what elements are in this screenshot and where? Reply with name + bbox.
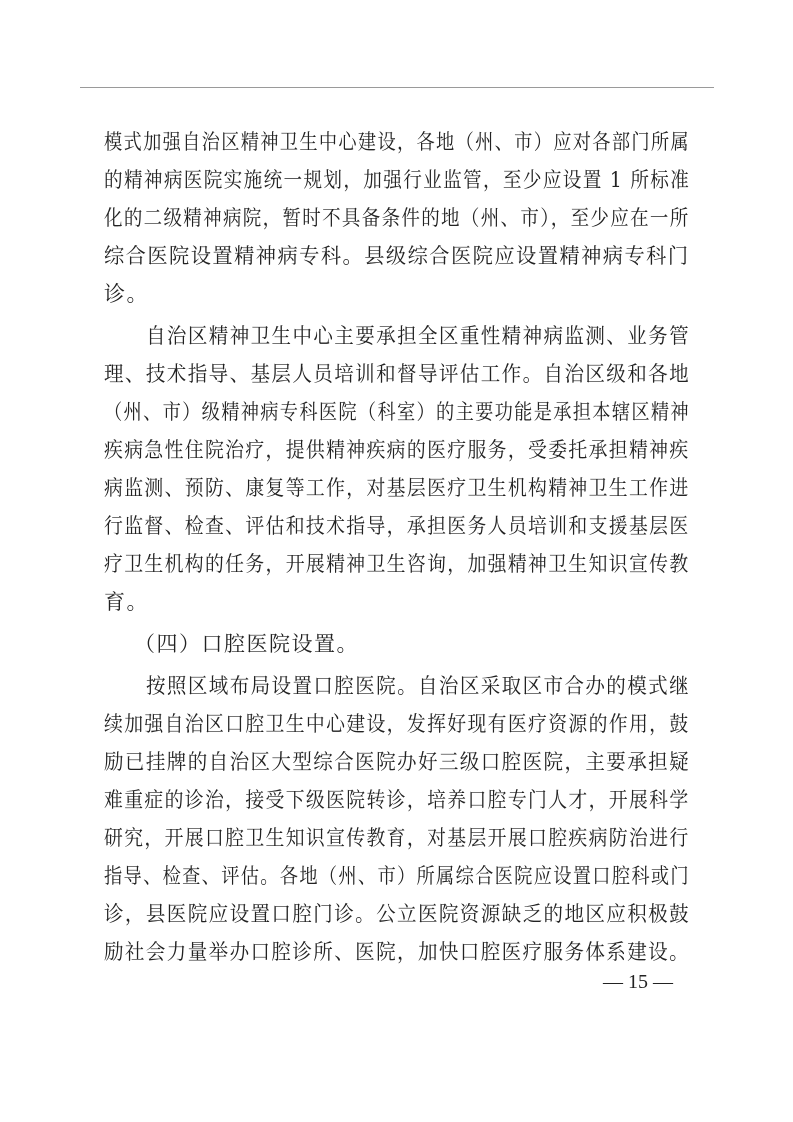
paragraph-line: 指导、检查、评估。各地（州、市）所属综合医院应设置口腔科或门 [104,864,690,888]
section-heading: （四）口腔医院设置。 [134,632,359,656]
paragraph-line: 诊，县医院应设置口腔门诊。公立医院资源缺乏的地区应积极鼓 [104,902,691,926]
paragraph-line: （州、市）级精神病专科医院（科室）的主要功能是承担本辖区精神 [104,400,690,424]
paragraph-line: 化的二级精神病院，暂时不具备条件的地（州、市），至少应在一所 [104,206,690,230]
paragraph-line: 研究，开展口腔卫生知识宣传教育，对基层开展口腔疾病防治进行 [104,826,690,850]
paragraph-line: 行监督、检查、评估和技术指导，承担医务人员培训和支援基层医 [104,514,690,538]
paragraph-line: 诊。 [104,282,149,306]
paragraph-line: 病监测、预防、康复等工作，对基层医疗卫生机构精神卫生工作进 [104,476,690,500]
paragraph-line: 按照区域布局设置口腔医院。自治区采取区市合办的模式继 [146,674,690,698]
paragraph-line: 疾病急性住院治疗，提供精神疾病的医疗服务，受委托承担精神疾 [104,438,690,462]
paragraph-line: 模式加强自治区精神卫生中心建设，各地（州、市）应对各部门所属 [104,130,690,154]
paragraph-line: 自治区精神卫生中心主要承担全区重性精神病监测、业务管 [146,324,690,348]
paragraph-line: 励已挂牌的自治区大型综合医院办好三级口腔医院，主要承担疑 [104,750,691,774]
header-rule [80,87,714,88]
paragraph-line: 续加强自治区口腔卫生中心建设，发挥好现有医疗资源的作用，鼓 [104,712,690,736]
page-number: — 15 — [603,971,673,993]
paragraph-line: 的精神病医院实施统一规划，加强行业监管，至少应设置 1 所标准 [104,168,691,192]
paragraph-line: 综合医院设置精神病专科。县级综合医院应设置精神病专科门 [104,244,690,268]
paragraph-line: 育。 [104,590,149,614]
paragraph-line: 励社会力量举办口腔诊所、医院，加快口腔医疗服务体系建设。 [104,940,691,964]
paragraph-line: 理、技术指导、基层人员培训和督导评估工作。自治区级和各地 [104,362,691,386]
paragraph-line: 难重症的诊治，接受下级医院转诊，培养口腔专门人才，开展科学 [104,788,690,812]
paragraph-line: 疗卫生机构的任务，开展精神卫生咨询，加强精神卫生知识宣传教 [104,552,690,576]
